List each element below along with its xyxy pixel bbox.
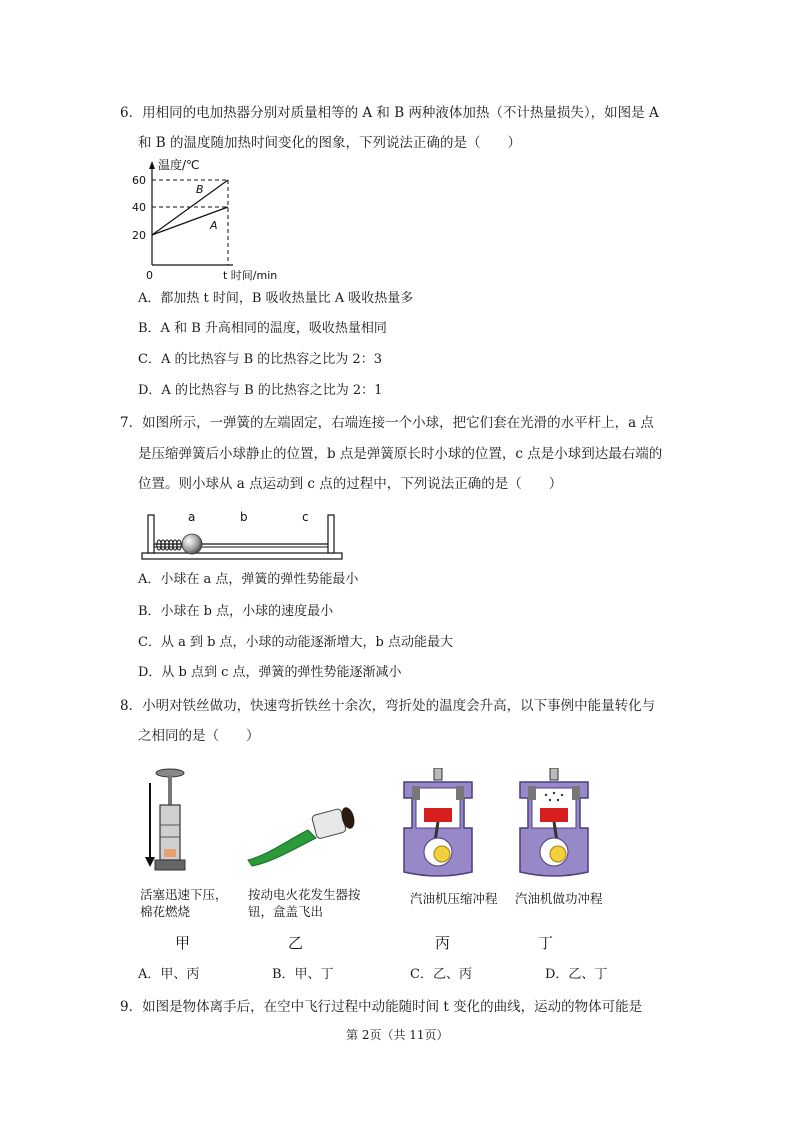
series-B-label: B xyxy=(196,183,204,196)
crank-icon xyxy=(434,846,450,862)
spark-plug-icon xyxy=(550,768,558,780)
label-ding: 丁 xyxy=(538,934,554,952)
origin-label: 0 xyxy=(146,269,153,282)
spark-generator-figure xyxy=(238,800,368,870)
q8-stem-line1: 8．小明对铁丝做功，快速弯折铁丝十余次，弯折处的温度会升高，以下事例中能量转化与 xyxy=(120,698,656,714)
caption-bing: 汽油机压缩冲程 xyxy=(410,891,498,906)
spark-plug-icon xyxy=(434,768,442,780)
caption-jia: 活塞迅速下压， 棉花燃烧 xyxy=(140,887,228,919)
spring-ball-figure xyxy=(140,505,350,563)
label-yi: 乙 xyxy=(288,934,304,952)
caption-yi: 按动电火花发生器按 钮，盒盖飞出 xyxy=(248,887,361,919)
exhaust-valve-icon xyxy=(456,786,464,800)
y-axis-label: 温度/℃ xyxy=(158,158,200,172)
q8-option-a[interactable]: A．甲、丙 xyxy=(138,967,200,982)
engine-power-figure xyxy=(514,768,594,880)
cotton-icon xyxy=(164,849,176,857)
x-axis-label: t 时间/min xyxy=(223,269,278,282)
y-axis-arrow xyxy=(149,161,155,169)
q6-option-a[interactable]: A．都加热 t 时间，B 吸收热量比 A 吸收热量多 xyxy=(138,291,414,306)
temperature-time-graph xyxy=(128,155,308,290)
q8-option-c[interactable]: C．乙、丙 xyxy=(410,967,472,982)
tick-60: 60 xyxy=(132,174,146,187)
left-post xyxy=(148,515,154,553)
q7-option-d[interactable]: D．从 b 点到 c 点，弹簧的弹性势能逐渐减小 xyxy=(138,665,402,680)
box-body xyxy=(311,808,346,839)
q8-option-d[interactable]: D．乙、丁 xyxy=(545,967,608,982)
piston-cylinder-figure xyxy=(140,765,200,880)
crank-icon xyxy=(550,846,566,862)
base-board xyxy=(142,553,342,559)
q6-option-d[interactable]: D．A 的比热容与 B 的比热容之比为 2：1 xyxy=(138,383,383,398)
q6-stem-line1: 6．用相同的电加热器分别对质量相等的 A 和 B 两种液体加热（不计热量损失），如图是 A xyxy=(120,105,659,121)
spark-handle-icon xyxy=(248,830,316,866)
ball-icon xyxy=(182,534,202,554)
exhaust-valve-icon xyxy=(572,786,580,800)
engine-compression-figure xyxy=(398,768,478,880)
q7-option-b[interactable]: B．小球在 b 点，小球的速度最小 xyxy=(138,604,334,619)
point-a-label: a xyxy=(188,510,196,524)
q7-stem-line1: 7．如图所示，一弹簧的左端固定，右端连接一个小球，把它们套在光滑的水平杆上，a 点 xyxy=(120,415,654,431)
q7-stem-line2: 是压缩弹簧后小球静止的位置，b 点是弹簧原长时小球的位置，c 点是小球到达最右端的 xyxy=(138,446,663,462)
spring-icon xyxy=(157,540,181,550)
intake-valve-icon xyxy=(412,786,420,800)
point-b-label: b xyxy=(240,510,248,524)
q8-option-b[interactable]: B．甲、丁 xyxy=(272,967,334,982)
label-jia: 甲 xyxy=(175,934,191,952)
label-bing: 丙 xyxy=(435,934,451,952)
q9-stem-line1: 9．如图是物体离手后，在空中飞行过程中动能随时间 t 变化的曲线，运动的物体可能是 xyxy=(120,999,643,1015)
q6-option-c[interactable]: C．A 的比热容与 B 的比热容之比为 2：3 xyxy=(138,352,382,367)
intake-valve-icon xyxy=(528,786,536,800)
right-post xyxy=(328,515,334,553)
series-A-label: A xyxy=(210,219,218,232)
q6-stem-line2: 和 B 的温度随加热时间变化的图象，下列说法正确的是（ ） xyxy=(138,135,522,151)
tick-40: 40 xyxy=(132,201,146,214)
page-footer: 第 2页（共 11页） xyxy=(346,1028,449,1042)
piston-icon xyxy=(540,808,568,822)
down-arrow-icon xyxy=(145,857,155,867)
q8-stem-line2: 之相同的是（ ） xyxy=(138,728,260,744)
tick-20: 20 xyxy=(132,229,146,242)
q7-option-a[interactable]: A．小球在 a 点，弹簧的弹性势能最小 xyxy=(138,572,359,587)
q6-option-b[interactable]: B．A 和 B 升高相同的温度，吸收热量相同 xyxy=(138,321,387,336)
caption-ding: 汽油机做功冲程 xyxy=(515,891,603,906)
piston-rod xyxy=(168,775,172,805)
piston-icon xyxy=(424,808,452,822)
cylinder-base xyxy=(155,860,185,870)
point-c-label: c xyxy=(302,510,309,524)
q7-option-c[interactable]: C．从 a 到 b 点，小球的动能逐渐增大，b 点动能最大 xyxy=(138,635,454,650)
q7-stem-line3: 位置。则小球从 a 点运动到 c 点的过程中，下列说法正确的是（ ） xyxy=(138,476,563,492)
